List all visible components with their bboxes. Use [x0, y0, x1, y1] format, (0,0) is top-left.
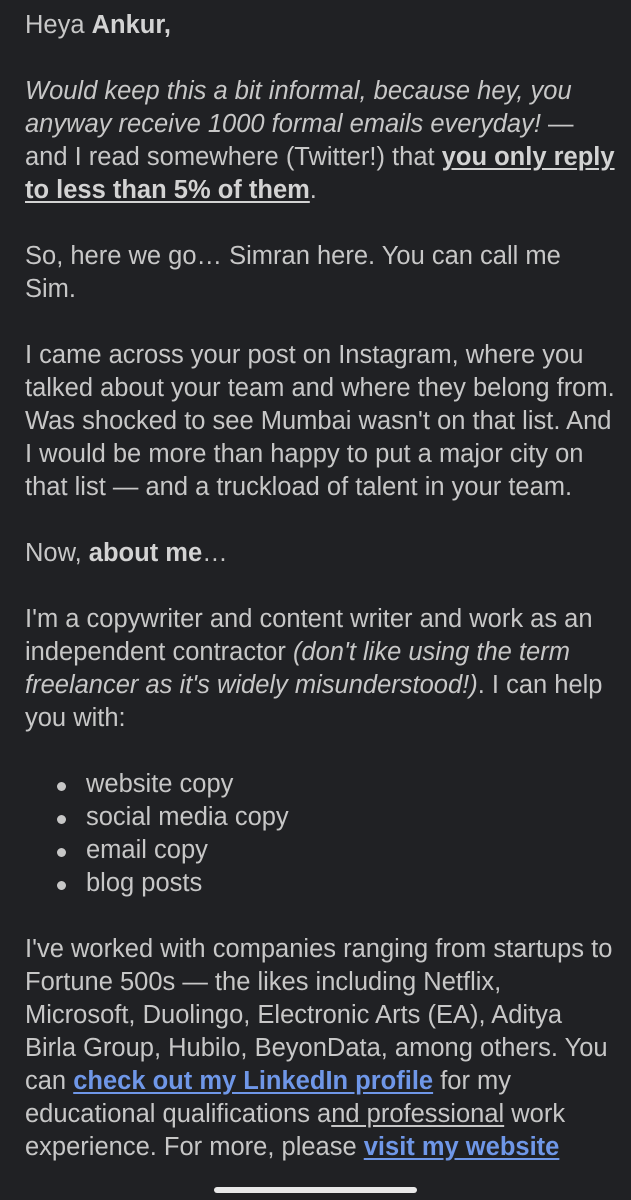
email-body	[25, 9, 615, 1197]
paragraph-role: I'm a copywriter and content writer and work as an independent contractor (don't like using the term freelancer as it's widely misunderstood!). I can help you with:	[25, 605, 603, 732]
services-list	[25, 768, 615, 900]
paragraph-experience: I've worked with companies ranging from startups to Fortune 500s — the likes including Netflix, Microsoft, Duolingo, Electronic Arts (EA), Aditya Birla Group, Hubilo, BeyonData, among others. You can check out my LinkedIn profile for my educational qualifications and professional work experience. For more, please visit my website	[25, 935, 613, 1161]
home-indicator[interactable]	[214, 1187, 417, 1193]
website-link[interactable]: visit my website	[363, 1133, 560, 1161]
paragraph-name: So, here we go… Simran here. You can call me Sim.	[25, 242, 561, 303]
list-item: website copy	[86, 768, 615, 801]
linkedin-profile-link[interactable]: check out my LinkedIn profile	[73, 1067, 434, 1095]
greeting: Heya Ankur,	[25, 11, 171, 39]
list-item: blog posts	[86, 867, 615, 900]
paragraph-intro: Would keep this a bit informal, because hey, you anyway receive 1000 formal emails everyday! — and I read somewhere (Twitter!) that you only reply to less than 5% of them.	[25, 77, 615, 204]
list-item: email copy	[86, 834, 615, 867]
recipient-name: Ankur,	[91, 11, 171, 39]
list-item: social media copy	[86, 801, 615, 834]
paragraph-instagram: I came across your post on Instagram, where you talked about your team and where they belong from. Was shocked to see Mumbai wasn't on that list. And I would be more than happy to put a major city on that list — and a truckload of talent in your team.	[25, 341, 615, 501]
paragraph-about-me: Now, about me…	[25, 539, 228, 567]
emphasis-underlined: you only reply to less than 5% of them	[25, 143, 615, 204]
